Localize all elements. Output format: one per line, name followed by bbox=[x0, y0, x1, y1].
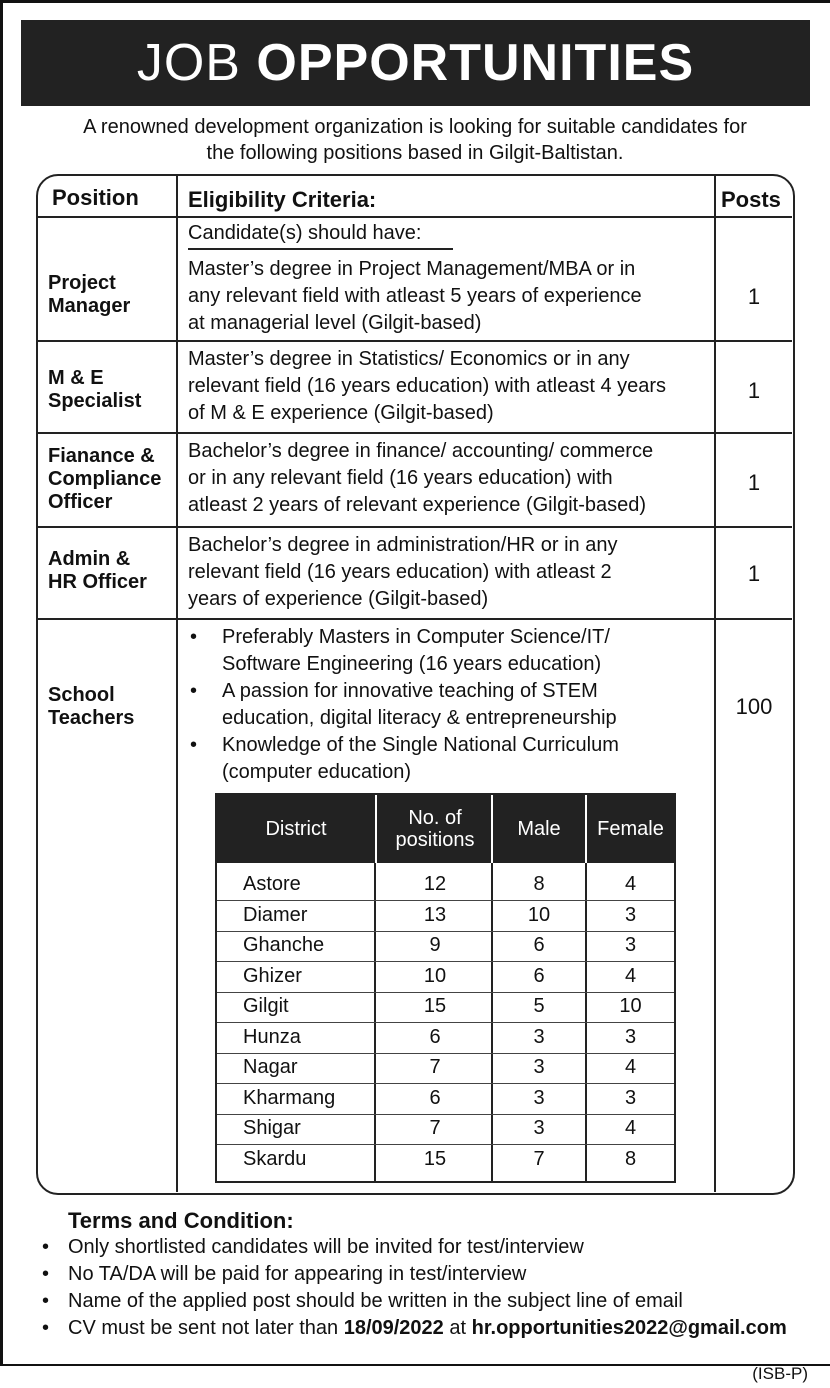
district-positions: 13 bbox=[423, 904, 447, 926]
district-male: 3 bbox=[533, 1117, 545, 1139]
position-admin-hr bbox=[48, 548, 147, 594]
reference-code: (ISB-P) bbox=[752, 1364, 808, 1383]
district-female: 3 bbox=[624, 904, 637, 926]
district-row bbox=[217, 1052, 674, 1083]
grid-line bbox=[176, 176, 178, 1192]
intro-line-1: A renowned development organization is looking for suitable candidates for bbox=[83, 116, 747, 138]
terms-item: • Name of the applied post should be written in the subject line of email bbox=[40, 1288, 820, 1315]
title-light: JOB bbox=[136, 34, 257, 92]
col-district bbox=[217, 795, 375, 863]
criteria-line: relevant field (16 years education) with atleast 2 bbox=[188, 561, 612, 583]
terms-title: Terms and Condition: bbox=[68, 1208, 294, 1233]
terms-item: • Only shortlisted candidates will be invited for test/interview bbox=[40, 1234, 820, 1261]
district-female: 4 bbox=[624, 873, 637, 895]
district-row bbox=[217, 1083, 674, 1114]
criteria-line: Master’s degree in Statistics/ Economics or in any bbox=[188, 348, 630, 370]
title-bold: OPPORTUNITIES bbox=[256, 34, 695, 92]
col-positions-line2: positions bbox=[395, 829, 475, 851]
application-email[interactable]: hr.opportunities2022@gmail.com bbox=[471, 1317, 787, 1339]
district-female: 4 bbox=[624, 1056, 637, 1078]
district-name: Astore bbox=[243, 873, 301, 895]
col-positions bbox=[377, 795, 493, 863]
col-female-label: Female bbox=[597, 818, 664, 840]
district-female: 3 bbox=[624, 934, 637, 956]
district-name: Ghizer bbox=[243, 965, 302, 987]
bullet-line: (computer education) bbox=[222, 761, 411, 783]
district-positions: 7 bbox=[429, 1117, 441, 1139]
district-name: Hunza bbox=[243, 1026, 301, 1048]
criteria-bullet bbox=[188, 624, 720, 678]
posts-admin-hr: 1 bbox=[747, 561, 761, 586]
cv-prefix: CV must be sent not later than bbox=[68, 1317, 344, 1339]
criteria-school-teachers bbox=[188, 624, 720, 786]
district-name: Ghanche bbox=[243, 934, 325, 956]
criteria-me-specialist bbox=[188, 346, 720, 427]
header-criteria: Eligibility Criteria: bbox=[188, 187, 377, 212]
district-table-header bbox=[217, 795, 674, 863]
position-line: HR Officer bbox=[48, 571, 147, 593]
position-me-specialist bbox=[48, 367, 141, 413]
posts-school-teachers: 100 bbox=[735, 694, 773, 719]
criteria-finance-officer bbox=[188, 438, 720, 519]
position-line: M & E bbox=[48, 367, 104, 389]
criteria-line: relevant field (16 years education) with atleast 4 years bbox=[188, 375, 667, 397]
header-separator bbox=[585, 795, 587, 863]
terms-item: • No TA/DA will be paid for appearing in test/interview bbox=[40, 1261, 820, 1288]
col-female bbox=[587, 795, 674, 863]
col-positions-line1: No. of bbox=[408, 807, 462, 829]
header-posts: Posts bbox=[721, 187, 781, 212]
deadline-date: 18/09/2022 bbox=[343, 1317, 444, 1339]
district-female: 4 bbox=[624, 1117, 637, 1139]
col-district-label: District bbox=[265, 818, 327, 840]
criteria-line: or in any relevant field (16 years education) with bbox=[188, 467, 613, 489]
district-row bbox=[217, 991, 674, 1022]
intro-line-2: the following positions based in Gilgit-Baltistan. bbox=[206, 142, 624, 164]
district-name: Nagar bbox=[243, 1056, 298, 1078]
district-male: 6 bbox=[533, 934, 545, 956]
district-name: Gilgit bbox=[243, 995, 289, 1017]
district-female: 10 bbox=[619, 995, 642, 1017]
district-row bbox=[217, 930, 674, 961]
posts-finance-officer: 1 bbox=[747, 470, 761, 495]
criteria-line: Bachelor’s degree in administration/HR or in any bbox=[188, 534, 618, 556]
criteria-line: years of experience (Gilgit-based) bbox=[188, 588, 489, 610]
district-positions: 15 bbox=[423, 995, 447, 1017]
terms-section bbox=[40, 1207, 820, 1342]
criteria-bullet bbox=[188, 732, 720, 786]
subheading-underline bbox=[188, 248, 453, 250]
district-positions: 6 bbox=[429, 1026, 441, 1048]
position-line: Teachers bbox=[48, 707, 135, 729]
grid-line bbox=[38, 340, 792, 342]
title-banner bbox=[21, 20, 810, 106]
district-female: 4 bbox=[624, 965, 637, 987]
district-male: 8 bbox=[533, 873, 545, 895]
district-positions: 7 bbox=[429, 1056, 441, 1078]
district-positions: 6 bbox=[429, 1087, 441, 1109]
position-line: School bbox=[48, 684, 115, 706]
position-line: Manager bbox=[48, 295, 131, 317]
cv-middle: at bbox=[443, 1317, 472, 1339]
criteria-project-manager bbox=[188, 256, 720, 337]
positions-table bbox=[36, 174, 795, 1195]
header-position: Position bbox=[52, 185, 139, 210]
intro-text bbox=[30, 114, 800, 166]
district-positions: 10 bbox=[423, 965, 447, 987]
district-positions: 12 bbox=[423, 873, 447, 895]
district-female: 3 bbox=[624, 1087, 637, 1109]
district-row bbox=[217, 961, 674, 992]
position-school-teachers bbox=[48, 684, 134, 730]
district-positions: 15 bbox=[423, 1148, 447, 1170]
header-separator bbox=[375, 795, 377, 863]
district-male: 6 bbox=[533, 965, 545, 987]
col-male bbox=[493, 795, 585, 863]
grid-line bbox=[38, 216, 792, 218]
bullet-line: • Preferably Masters in Computer Science/IT/ bbox=[222, 626, 610, 648]
posts-me-specialist: 1 bbox=[747, 378, 761, 403]
bullet-line: education, digital literacy & entrepreneurship bbox=[222, 707, 617, 729]
district-table bbox=[215, 793, 676, 1183]
district-male: 3 bbox=[533, 1056, 545, 1078]
position-line: Admin & bbox=[48, 548, 131, 570]
district-row bbox=[217, 1113, 674, 1144]
grid-line bbox=[38, 526, 792, 528]
criteria-line: Master’s degree in Project Management/MBA or in bbox=[188, 258, 636, 280]
grid-line bbox=[38, 618, 792, 620]
position-finance-officer bbox=[48, 445, 161, 514]
district-male: 5 bbox=[533, 995, 545, 1017]
posts-project-manager: 1 bbox=[747, 284, 761, 309]
position-line: Project bbox=[48, 272, 116, 294]
grid-line bbox=[38, 432, 792, 434]
district-row bbox=[217, 1144, 674, 1175]
position-project-manager bbox=[48, 272, 130, 318]
bullet-line: • Knowledge of the Single National Curriculum bbox=[222, 734, 619, 756]
district-male: 7 bbox=[533, 1148, 545, 1170]
position-line: Specialist bbox=[48, 390, 142, 412]
district-name: Diamer bbox=[243, 904, 308, 926]
header-separator bbox=[491, 795, 493, 863]
position-line: Compliance bbox=[48, 468, 162, 490]
criteria-bullet bbox=[188, 678, 720, 732]
district-name: Shigar bbox=[243, 1117, 301, 1139]
district-male: 3 bbox=[533, 1026, 545, 1048]
criteria-admin-hr bbox=[188, 532, 720, 613]
bullet-line: Software Engineering (16 years education) bbox=[222, 653, 602, 675]
bullet-line: • A passion for innovative teaching of STEM bbox=[222, 680, 598, 702]
district-row bbox=[217, 1022, 674, 1053]
district-positions: 9 bbox=[429, 934, 441, 956]
district-row bbox=[217, 869, 674, 900]
district-row bbox=[217, 900, 674, 931]
criteria-subheading: Candidate(s) should have: bbox=[188, 222, 422, 244]
district-female: 8 bbox=[624, 1148, 637, 1170]
position-line: Officer bbox=[48, 491, 113, 513]
district-female: 3 bbox=[624, 1026, 637, 1048]
criteria-line: at managerial level (Gilgit-based) bbox=[188, 312, 482, 334]
district-male: 3 bbox=[533, 1087, 545, 1109]
terms-item-cv bbox=[40, 1315, 820, 1342]
criteria-line: Bachelor’s degree in finance/ accounting/ commerce bbox=[188, 440, 654, 462]
position-line: Fianance & bbox=[48, 445, 155, 467]
district-name: Skardu bbox=[243, 1148, 307, 1170]
criteria-line: atleast 2 years of relevant experience (Gilgit-based) bbox=[188, 494, 647, 516]
criteria-line: any relevant field with atleast 5 years of experience bbox=[188, 285, 642, 307]
criteria-line: of M & E experience (Gilgit-based) bbox=[188, 402, 494, 424]
col-male-label: Male bbox=[517, 818, 561, 840]
district-name: Kharmang bbox=[243, 1087, 336, 1109]
district-male: 10 bbox=[527, 904, 551, 926]
